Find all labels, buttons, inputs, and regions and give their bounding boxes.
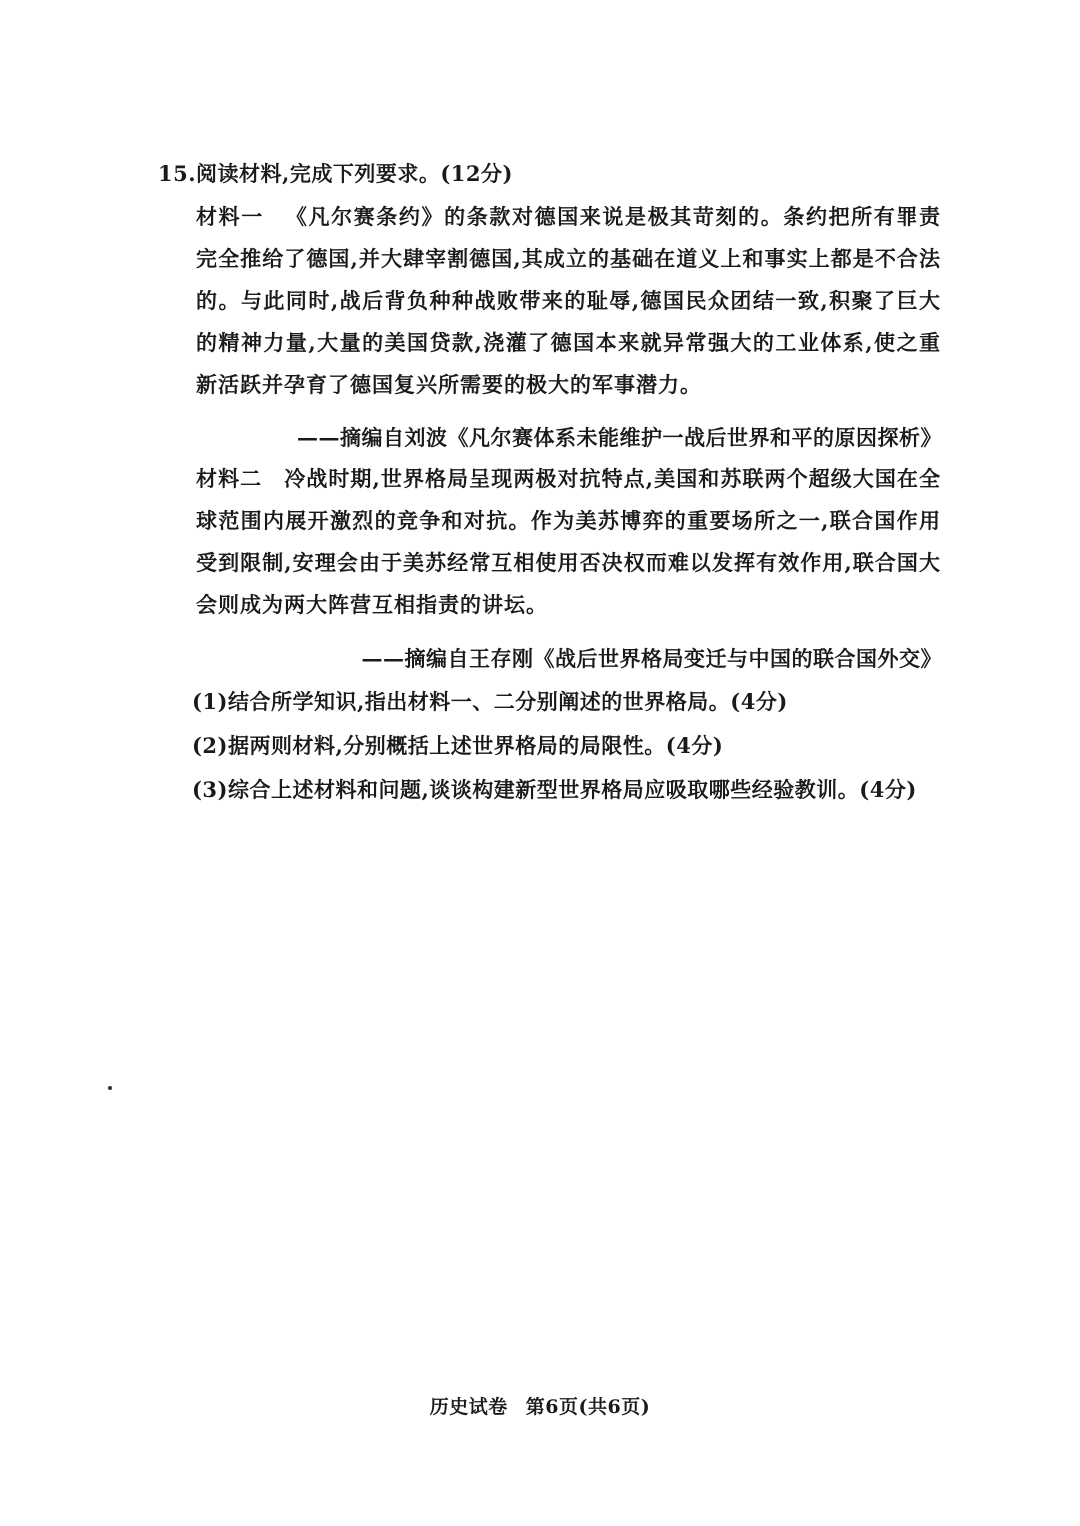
material-1-source: ——摘编自刘波《凡尔赛体系未能维护一战后世界和平的原因探析》: [297, 425, 942, 450]
question-title: 15.阅读材料,完成下列要求。(12分): [158, 161, 513, 186]
material-1-text: 《凡尔赛条约》的条款对德国来说是极其苛刻的。条约把所有罪责完全推给了德国,并大肆宰割德国,其成立的基础在道义上和事实上都是不合法的。与此同时,战后背负种种战败带来的耻辱,德国民众团结一致,积聚了巨大的精神力量,大量的美国贷款,浇灌了德国本来就异常强大的工业体系,使之重新活跃并孕育了德国复兴所需要的极大的军事潜力。: [196, 204, 942, 397]
footer-page-number: 第6页(共6页): [525, 1396, 651, 1418]
page-footer: [0, 1392, 1080, 1419]
sub-question-1: (1)结合所学知识,指出材料一、二分别阐述的世界格局。(4分): [192, 689, 788, 714]
footer-subject: 历史试卷: [429, 1396, 508, 1418]
scan-speck: [108, 1086, 112, 1090]
material-2-label: 材料二: [196, 466, 263, 491]
material-2-text: 冷战时期,世界格局呈现两极对抗特点,美国和苏联两个超级大国在全球范围内展开激烈的竞争和对抗。作为美苏博弈的重要场所之一,联合国作用受到限制,安理会由于美苏经常互相使用否决权而难以发挥有效作用,联合国大会则成为两大阵营互相指责的讲坛。: [196, 466, 941, 617]
sub-question-2: (2)据两则材料,分别概括上述世界格局的局限性。(4分): [192, 733, 724, 758]
material-2-source: ——摘编自王存刚《战后世界格局变迁与中国的联合国外交》: [361, 646, 942, 671]
material-2: [196, 458, 941, 626]
sub-question-3: (3)综合上述材料和问题,谈谈构建新型世界格局应吸取哪些经验教训。(4分): [192, 777, 917, 802]
material-1: [196, 196, 941, 406]
material-1-label: 材料一: [196, 204, 264, 229]
